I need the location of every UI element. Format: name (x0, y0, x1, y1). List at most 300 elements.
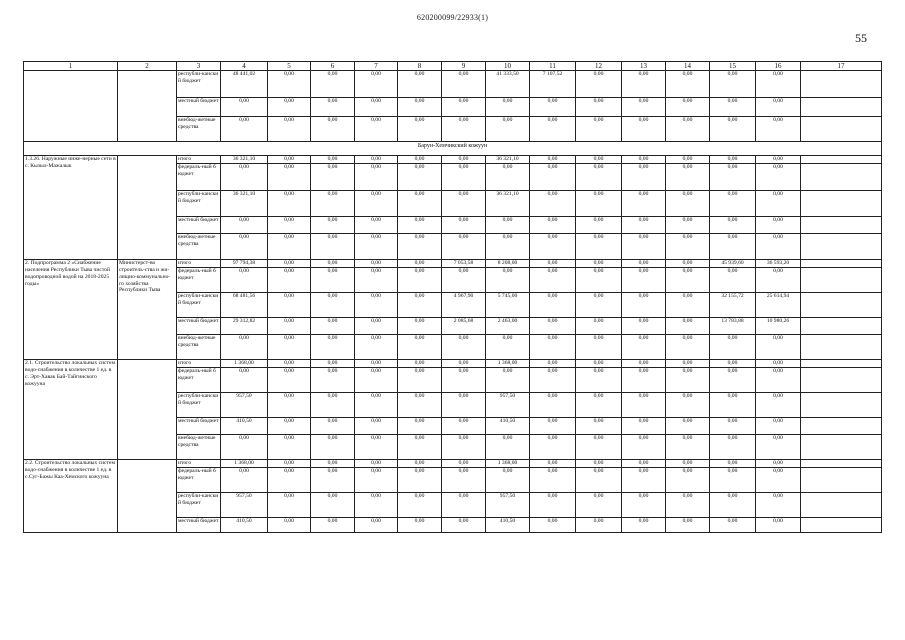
amount-cell: 0,00 (530, 268, 576, 293)
amount-cell: 0,00 (756, 368, 801, 393)
amount-cell: 0,00 (576, 368, 622, 393)
amount-cell: 0,00 (666, 460, 710, 468)
amount-cell: 0,00 (311, 217, 355, 234)
amount-cell: 0,00 (576, 335, 622, 360)
amount-cell: 0,00 (268, 518, 311, 533)
amount-cell: 0,00 (268, 260, 311, 268)
amount-cell: 0,00 (530, 98, 576, 117)
amount-cell: 0,00 (576, 164, 622, 191)
amount-cell: 36 321,10 (486, 191, 530, 217)
amount-cell: 0,00 (756, 518, 801, 533)
amount-cell: 0,00 (622, 318, 666, 335)
col-17-cell (801, 493, 882, 518)
amount-cell: 1 368,00 (486, 360, 530, 368)
amount-cell: 0,00 (622, 234, 666, 260)
amount-cell: 0,00 (666, 335, 710, 360)
amount-cell: 0,00 (355, 156, 398, 164)
funding-source: федераль-ный бюджет (177, 368, 221, 393)
amount-cell: 0,00 (355, 117, 398, 142)
amount-cell: 0,00 (530, 493, 576, 518)
amount-cell: 0,00 (666, 117, 710, 142)
amount-cell: 0,00 (268, 493, 311, 518)
amount-cell: 0,00 (355, 293, 398, 318)
amount-cell: 0,00 (666, 368, 710, 393)
amount-cell: 0,00 (666, 164, 710, 191)
amount-cell: 0,00 (442, 518, 486, 533)
column-number: 16 (756, 62, 801, 71)
amount-cell: 0,00 (398, 393, 442, 418)
amount-cell: 0,00 (268, 117, 311, 142)
amount-cell: 2 463,00 (486, 318, 530, 335)
amount-cell: 0,00 (622, 360, 666, 368)
amount-cell: 0,00 (530, 468, 576, 493)
funding-source: республи-канский бюджет (177, 71, 221, 98)
amount-cell: 0,00 (268, 368, 311, 393)
column-number: 7 (355, 62, 398, 71)
amount-cell: 0,00 (576, 293, 622, 318)
amount-cell: 68 481,56 (221, 293, 268, 318)
amount-cell: 0,00 (398, 518, 442, 533)
column-number: 13 (622, 62, 666, 71)
column-number: 11 (530, 62, 576, 71)
amount-cell: 0,00 (576, 318, 622, 335)
amount-cell: 0,00 (398, 335, 442, 360)
amount-cell: 0,00 (355, 393, 398, 418)
amount-cell: 0,00 (530, 117, 576, 142)
amount-cell: 0,00 (311, 493, 355, 518)
amount-cell: 0,00 (268, 468, 311, 493)
amount-cell: 0,00 (666, 318, 710, 335)
amount-cell: 0,00 (666, 156, 710, 164)
amount-cell: 0,00 (221, 468, 268, 493)
amount-cell: 0,00 (710, 468, 756, 493)
amount-cell: 0,00 (355, 191, 398, 217)
item-name (24, 71, 118, 142)
amount-cell: 0,00 (398, 164, 442, 191)
amount-cell: 0,00 (530, 435, 576, 460)
executor-name (118, 71, 177, 142)
funding-source: республи-канский бюджет (177, 493, 221, 518)
column-number: 1 (24, 62, 118, 71)
amount-cell: 0,00 (268, 268, 311, 293)
amount-cell: 0,00 (710, 518, 756, 533)
column-number: 12 (576, 62, 622, 71)
amount-cell: 410,50 (486, 418, 530, 435)
amount-cell: 0,00 (355, 71, 398, 98)
amount-cell: 0,00 (268, 393, 311, 418)
table-row (24, 460, 882, 468)
amount-cell: 0,00 (442, 71, 486, 98)
column-number: 10 (486, 62, 530, 71)
funding-source: республи-канский бюджет (177, 293, 221, 318)
amount-cell: 0,00 (756, 393, 801, 418)
amount-cell: 0,00 (442, 191, 486, 217)
amount-cell: 0,00 (268, 435, 311, 460)
amount-cell: 13 783,88 (710, 318, 756, 335)
item-name: 2.2. Строительство локальных систем водо-снабжения в количестве 1 ед. в с.Суг-Бажы Каа-Хемского кожууна (24, 460, 118, 533)
amount-cell: 0,00 (576, 493, 622, 518)
amount-cell: 0,00 (442, 435, 486, 460)
amount-cell: 1 368,00 (221, 460, 268, 468)
amount-cell: 0,00 (622, 117, 666, 142)
funding-source: местный бюджет (177, 518, 221, 533)
funding-source: республи-канский бюджет (177, 191, 221, 217)
amount-cell: 0,00 (268, 293, 311, 318)
amount-cell: 0,00 (576, 435, 622, 460)
amount-cell: 0,00 (666, 191, 710, 217)
amount-cell: 0,00 (622, 191, 666, 217)
funding-source: республи-канский бюджет (177, 393, 221, 418)
column-number: 8 (398, 62, 442, 71)
amount-cell: 0,00 (268, 418, 311, 435)
amount-cell: 0,00 (666, 234, 710, 260)
col-17-cell (801, 318, 882, 335)
amount-cell: 0,00 (355, 98, 398, 117)
amount-cell: 0,00 (666, 260, 710, 268)
amount-cell: 0,00 (311, 368, 355, 393)
amount-cell: 0,00 (355, 164, 398, 191)
amount-cell: 0,00 (756, 71, 801, 98)
amount-cell: 0,00 (486, 98, 530, 117)
amount-cell: 0,00 (756, 493, 801, 518)
amount-cell: 0,00 (398, 493, 442, 518)
amount-cell: 0,00 (756, 418, 801, 435)
col-17-cell (801, 191, 882, 217)
amount-cell: 0,00 (268, 234, 311, 260)
amount-cell: 0,00 (710, 98, 756, 117)
amount-cell: 0,00 (756, 117, 801, 142)
amount-cell: 36 593,20 (756, 260, 801, 268)
amount-cell: 0,00 (355, 260, 398, 268)
amount-cell: 0,00 (530, 335, 576, 360)
column-number: 9 (442, 62, 486, 71)
amount-cell: 0,00 (756, 435, 801, 460)
amount-cell: 0,00 (311, 393, 355, 418)
funding-source: внебюд-жетные средства (177, 335, 221, 360)
amount-cell: 0,00 (486, 268, 530, 293)
amount-cell: 0,00 (442, 117, 486, 142)
amount-cell: 0,00 (622, 393, 666, 418)
amount-cell: 0,00 (442, 234, 486, 260)
table-row (24, 71, 882, 98)
amount-cell: 0,00 (486, 368, 530, 393)
amount-cell: 0,00 (622, 435, 666, 460)
col-17-cell (801, 156, 882, 164)
funding-source: внебюд-жетные средства (177, 117, 221, 142)
amount-cell: 0,00 (576, 268, 622, 293)
amount-cell: 0,00 (576, 191, 622, 217)
amount-cell: 0,00 (311, 360, 355, 368)
amount-cell: 0,00 (666, 418, 710, 435)
amount-cell: 0,00 (442, 468, 486, 493)
executor-name (118, 156, 177, 260)
amount-cell: 0,00 (398, 435, 442, 460)
amount-cell: 0,00 (311, 435, 355, 460)
amount-cell: 0,00 (576, 117, 622, 142)
amount-cell: 0,00 (622, 335, 666, 360)
amount-cell: 0,00 (442, 98, 486, 117)
amount-cell: 0,00 (268, 164, 311, 191)
amount-cell: 0,00 (530, 293, 576, 318)
funding-source: местный бюджет (177, 98, 221, 117)
amount-cell: 0,00 (442, 335, 486, 360)
amount-cell: 0,00 (221, 234, 268, 260)
amount-cell: 0,00 (355, 460, 398, 468)
amount-cell: 0,00 (398, 156, 442, 164)
amount-cell: 0,00 (442, 418, 486, 435)
amount-cell: 0,00 (398, 460, 442, 468)
amount-cell: 0,00 (442, 360, 486, 368)
amount-cell: 0,00 (442, 368, 486, 393)
table-row (24, 360, 882, 368)
amount-cell: 25 614,94 (756, 293, 801, 318)
amount-cell: 0,00 (530, 368, 576, 393)
amount-cell: 0,00 (442, 493, 486, 518)
amount-cell: 0,00 (710, 368, 756, 393)
amount-cell: 7 107,52 (530, 71, 576, 98)
amount-cell: 0,00 (311, 335, 355, 360)
amount-cell: 0,00 (221, 117, 268, 142)
amount-cell: 0,00 (576, 393, 622, 418)
col-17-cell (801, 435, 882, 460)
amount-cell: 0,00 (442, 393, 486, 418)
amount-cell: 0,00 (622, 293, 666, 318)
amount-cell: 0,00 (221, 435, 268, 460)
amount-cell: 0,00 (666, 518, 710, 533)
amount-cell: 0,00 (576, 460, 622, 468)
amount-cell: 0,00 (530, 318, 576, 335)
amount-cell: 0,00 (442, 268, 486, 293)
amount-cell: 0,00 (221, 335, 268, 360)
amount-cell: 0,00 (355, 468, 398, 493)
amount-cell: 0,00 (666, 360, 710, 368)
col-17-cell (801, 368, 882, 393)
amount-cell: 36 321,10 (221, 156, 268, 164)
col-17-cell (801, 393, 882, 418)
funding-source: итого (177, 360, 221, 368)
budget-table (23, 61, 882, 533)
amount-cell: 0,00 (486, 234, 530, 260)
col-17-cell (801, 117, 882, 142)
amount-cell: 0,00 (666, 435, 710, 460)
col-17-cell (801, 468, 882, 493)
amount-cell: 0,00 (355, 335, 398, 360)
amount-cell: 0,00 (398, 360, 442, 368)
amount-cell: 0,00 (530, 217, 576, 234)
amount-cell: 0,00 (398, 318, 442, 335)
amount-cell: 0,00 (622, 368, 666, 393)
amount-cell: 0,00 (666, 268, 710, 293)
amount-cell: 410,50 (221, 418, 268, 435)
amount-cell: 0,00 (622, 468, 666, 493)
amount-cell: 48 441,02 (221, 71, 268, 98)
col-17-cell (801, 360, 882, 368)
amount-cell: 0,00 (311, 191, 355, 217)
amount-cell: 0,00 (576, 260, 622, 268)
executor-name (118, 360, 177, 460)
amount-cell: 97 794,38 (221, 260, 268, 268)
col-17-cell (801, 518, 882, 533)
amount-cell: 0,00 (486, 435, 530, 460)
amount-cell: 0,00 (486, 117, 530, 142)
amount-cell: 957,50 (221, 393, 268, 418)
amount-cell: 0,00 (756, 191, 801, 217)
amount-cell: 0,00 (221, 368, 268, 393)
amount-cell: 0,00 (311, 234, 355, 260)
amount-cell: 0,00 (622, 156, 666, 164)
col-17-cell (801, 98, 882, 117)
amount-cell: 0,00 (442, 460, 486, 468)
amount-cell: 0,00 (355, 418, 398, 435)
amount-cell: 5 745,00 (486, 293, 530, 318)
amount-cell: 0,00 (442, 156, 486, 164)
amount-cell: 0,00 (530, 460, 576, 468)
column-number: 4 (221, 62, 268, 71)
amount-cell: 36 321,10 (486, 156, 530, 164)
amount-cell: 0,00 (710, 217, 756, 234)
amount-cell: 4 967,90 (442, 293, 486, 318)
amount-cell: 0,00 (355, 268, 398, 293)
column-number: 5 (268, 62, 311, 71)
amount-cell: 0,00 (666, 293, 710, 318)
amount-cell: 0,00 (710, 493, 756, 518)
amount-cell: 0,00 (756, 460, 801, 468)
amount-cell: 0,00 (311, 293, 355, 318)
amount-cell: 0,00 (530, 156, 576, 164)
amount-cell: 0,00 (311, 318, 355, 335)
col-17-cell (801, 418, 882, 435)
amount-cell: 0,00 (710, 393, 756, 418)
amount-cell: 0,00 (311, 268, 355, 293)
column-number: 14 (666, 62, 710, 71)
amount-cell: 0,00 (622, 460, 666, 468)
col-17-cell (801, 164, 882, 191)
amount-cell: 0,00 (398, 268, 442, 293)
amount-cell: 0,00 (576, 518, 622, 533)
amount-cell: 0,00 (398, 98, 442, 117)
funding-source: итого (177, 460, 221, 468)
amount-cell: 0,00 (311, 71, 355, 98)
amount-cell: 0,00 (398, 468, 442, 493)
amount-cell: 0,00 (486, 335, 530, 360)
col-17-cell (801, 335, 882, 360)
executor-name (118, 460, 177, 533)
amount-cell: 45 939,60 (710, 260, 756, 268)
amount-cell: 0,00 (576, 156, 622, 164)
amount-cell: 0,00 (398, 117, 442, 142)
table-row (24, 156, 882, 164)
page-number: 55 (855, 31, 867, 45)
funding-source: итого (177, 260, 221, 268)
col-17-cell (801, 234, 882, 260)
amount-cell: 0,00 (268, 460, 311, 468)
funding-source: местный бюджет (177, 418, 221, 435)
amount-cell: 0,00 (486, 164, 530, 191)
amount-cell: 0,00 (268, 217, 311, 234)
amount-cell: 0,00 (530, 260, 576, 268)
amount-cell: 0,00 (311, 418, 355, 435)
amount-cell: 0,00 (355, 493, 398, 518)
amount-cell: 0,00 (268, 156, 311, 164)
amount-cell: 0,00 (710, 117, 756, 142)
amount-cell: 0,00 (576, 217, 622, 234)
amount-cell: 0,00 (221, 98, 268, 117)
amount-cell: 0,00 (710, 156, 756, 164)
amount-cell: 0,00 (622, 268, 666, 293)
amount-cell: 0,00 (355, 435, 398, 460)
amount-cell: 0,00 (355, 518, 398, 533)
amount-cell: 957,50 (486, 393, 530, 418)
amount-cell: 0,00 (622, 260, 666, 268)
amount-cell: 0,00 (530, 164, 576, 191)
amount-cell: 0,00 (442, 164, 486, 191)
amount-cell: 32 155,72 (710, 293, 756, 318)
table-row (24, 260, 882, 268)
amount-cell: 0,00 (756, 98, 801, 117)
amount-cell: 0,00 (442, 217, 486, 234)
amount-cell: 0,00 (710, 435, 756, 460)
amount-cell: 0,00 (666, 217, 710, 234)
amount-cell: 0,00 (622, 493, 666, 518)
amount-cell: 0,00 (398, 293, 442, 318)
document-id: 620200099/22933(1) (416, 13, 489, 22)
amount-cell: 0,00 (311, 260, 355, 268)
amount-cell: 0,00 (486, 217, 530, 234)
amount-cell: 0,00 (710, 268, 756, 293)
amount-cell: 0,00 (756, 360, 801, 368)
funding-source: итого (177, 156, 221, 164)
amount-cell: 0,00 (710, 234, 756, 260)
amount-cell: 0,00 (710, 164, 756, 191)
funding-source: федераль-ный бюджет (177, 164, 221, 191)
amount-cell: 957,50 (221, 493, 268, 518)
amount-cell: 0,00 (576, 468, 622, 493)
amount-cell: 0,00 (622, 418, 666, 435)
funding-source: местный бюджет (177, 217, 221, 234)
amount-cell: 0,00 (355, 217, 398, 234)
col-17-cell (801, 460, 882, 468)
amount-cell: 0,00 (268, 98, 311, 117)
amount-cell: 8 208,00 (486, 260, 530, 268)
amount-cell: 0,00 (311, 156, 355, 164)
amount-cell: 0,00 (756, 164, 801, 191)
amount-cell: 0,00 (710, 191, 756, 217)
amount-cell: 0,00 (398, 260, 442, 268)
amount-cell: 0,00 (311, 460, 355, 468)
amount-cell: 0,00 (398, 234, 442, 260)
amount-cell: 0,00 (268, 360, 311, 368)
header-row (24, 62, 882, 71)
col-17-cell (801, 260, 882, 268)
column-number: 3 (177, 62, 221, 71)
amount-cell: 0,00 (666, 393, 710, 418)
amount-cell: 29 312,82 (221, 318, 268, 335)
amount-cell: 0,00 (710, 418, 756, 435)
amount-cell: 7 053,58 (442, 260, 486, 268)
amount-cell: 0,00 (530, 418, 576, 435)
amount-cell: 0,00 (576, 418, 622, 435)
amount-cell: 0,00 (622, 71, 666, 98)
amount-cell: 0,00 (268, 71, 311, 98)
amount-cell: 0,00 (355, 360, 398, 368)
amount-cell: 0,00 (622, 518, 666, 533)
col-17-cell (801, 293, 882, 318)
amount-cell: 0,00 (398, 368, 442, 393)
amount-cell: 0,00 (311, 518, 355, 533)
column-number: 15 (710, 62, 756, 71)
section-title: Барун-Хемчикский кожуун (24, 142, 882, 156)
amount-cell: 0,00 (756, 268, 801, 293)
